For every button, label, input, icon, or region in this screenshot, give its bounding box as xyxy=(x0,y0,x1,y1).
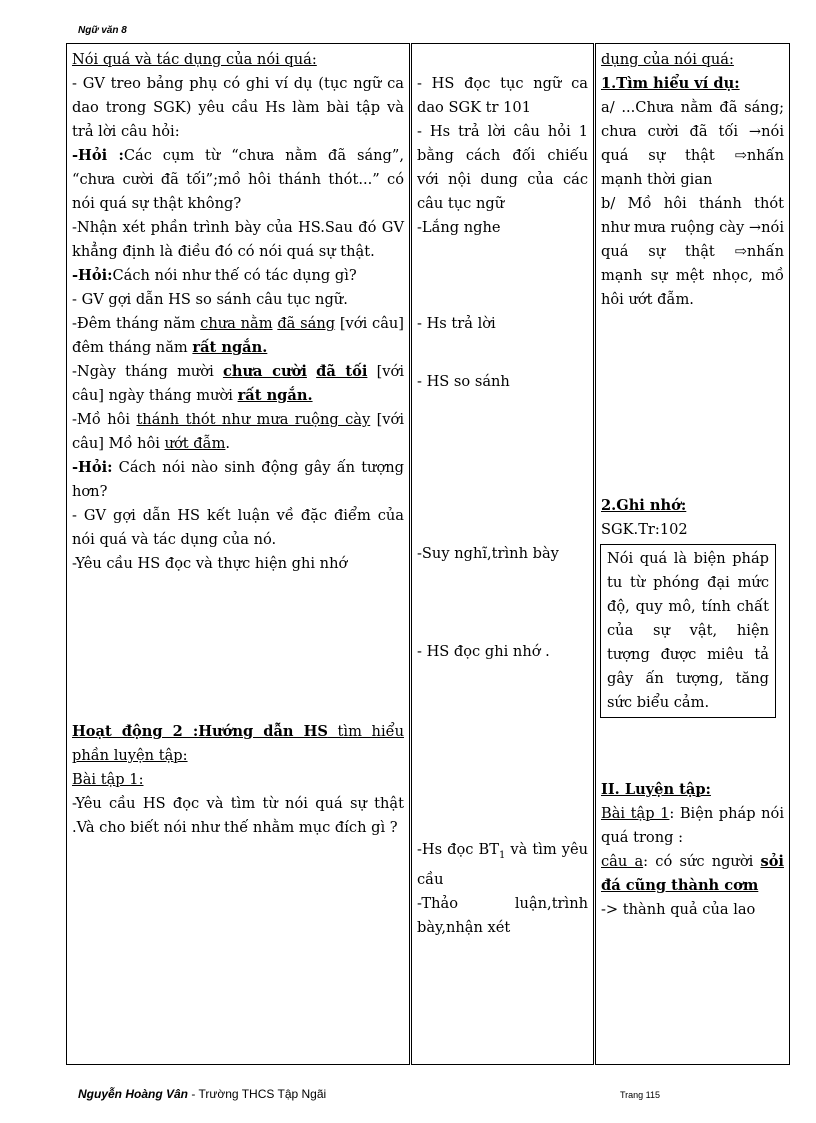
section-1-heading: 1.Tìm hiểu ví dụ: xyxy=(601,75,740,92)
activity-2-heading: Hoạt động 2 :Hướng dẫn HS tìm hiểu phần luyện tập: xyxy=(72,723,404,764)
text-p10: - GV gợi dẫn HS kết luận về đặc điểm của nói quá và tác dụng của nó. xyxy=(72,507,404,548)
exercise-1-text: Bài tập 1: Biện pháp nói quá trong : xyxy=(601,805,784,846)
section-title: Nói quá và tác dụng của nói quá: xyxy=(72,51,317,68)
note-box: Nói quá là biện pháp tu từ phóng đại mức độ, quy mô, tính chất của sự vật, hiện tượng được miêu tả gây ấn tượng, tăng sức biểu cảm. xyxy=(600,544,776,718)
text-p4: -Hỏi:Cách nói như thế có tác dụng gì? xyxy=(72,267,357,284)
sentence-a: câu a: có sức người sỏi đá cũng thành cơm xyxy=(601,853,784,894)
student-b: - Hs trả lời câu hỏi 1 bằng cách đối chiếu với nội dung của các câu tục ngữ xyxy=(417,123,588,212)
student-a: - HS đọc tục ngữ ca dao SGK tr 101 xyxy=(417,75,588,116)
example-a: a/ ...Chưa nằm đã sáng; chưa cười đã tối →nói quá sự thật ⇨nhấn mạnh thời gian xyxy=(601,99,784,188)
text-p5: - GV gợi dẫn HS so sánh câu tục ngữ. xyxy=(72,291,348,308)
teacher-column xyxy=(67,44,411,1065)
sgk-ref: SGK.Tr:102 xyxy=(601,521,688,538)
student-column xyxy=(411,44,595,1065)
student-i: -Thảo luận,trình bày,nhận xét xyxy=(417,894,588,936)
student-h: -Hs đọc $BT_1$ và tìm yêu cầu xyxy=(417,841,589,888)
exercise-1-heading: Bài tập 1: xyxy=(72,771,144,788)
text-p2: -Hỏi :Các cụm từ “chưa nằm đã sáng”, “chưa cười đã tối”;mồ hôi thánh thót...” có nói quá sự thật không? xyxy=(72,147,404,212)
text-p9: -Hỏi: Cách nói nào sinh động gây ấn tượng hơn? xyxy=(72,459,404,500)
text-p6: -Đêm tháng năm chưa nằm đã sáng [với câu] đêm tháng năm rất ngắn. xyxy=(72,315,404,356)
content-title: dụng của nói quá: xyxy=(601,51,734,68)
text-p7: -Ngày tháng mười chưa cười đã tối [với câu] ngày tháng mười rất ngắn. xyxy=(72,363,404,404)
content-column xyxy=(595,44,790,1065)
footer: Nguyễn Hoàng Vân - Trường THCS Tập Ngãi xyxy=(78,1087,327,1101)
practice-heading: II. Luyện tập: xyxy=(601,781,711,798)
text-p14: -Yêu cầu HS đọc và tìm từ nói quá sự thật .Và cho biết nói như thế nhằm mục đích gì ? xyxy=(72,795,404,836)
text-p1: - GV treo bảng phụ có ghi ví dụ (tục ngữ ca dao trong SGK) yêu cầu Hs làm bài tập và trả lời câu hỏi: xyxy=(72,75,404,140)
student-d: - Hs trả lời xyxy=(417,315,496,332)
student-f: -Suy nghĩ,trình bày xyxy=(417,545,559,562)
text-p8: -Mồ hôi thánh thót như mưa ruộng cày [với câu] Mồ hôi ướt đẫm. xyxy=(72,411,404,452)
page-header: Ngữ văn 8 xyxy=(78,25,127,36)
student-g: - HS đọc ghi nhớ . xyxy=(417,643,550,660)
lesson-table xyxy=(66,43,790,1065)
text-p3: -Nhận xét phần trình bày của HS.Sau đó GV khẳng định là điều đó có nói quá sự thật. xyxy=(72,219,404,260)
example-b: b/ Mồ hôi thánh thót như mưa ruộng cày →nói quá sự thật ⇨nhấn mạnh sự mệt nhọc, mồ hôi ướt đẫm. xyxy=(601,195,784,308)
student-e: - HS so sánh xyxy=(417,373,510,390)
student-c: -Lắng nghe xyxy=(417,219,501,236)
result-line: -> thành quả của lao xyxy=(601,901,756,918)
text-p11: -Yêu cầu HS đọc và thực hiện ghi nhớ xyxy=(72,555,348,572)
section-2-heading: 2.Ghi nhớ: xyxy=(601,497,687,514)
page-number: Trang 115 xyxy=(620,1090,661,1100)
